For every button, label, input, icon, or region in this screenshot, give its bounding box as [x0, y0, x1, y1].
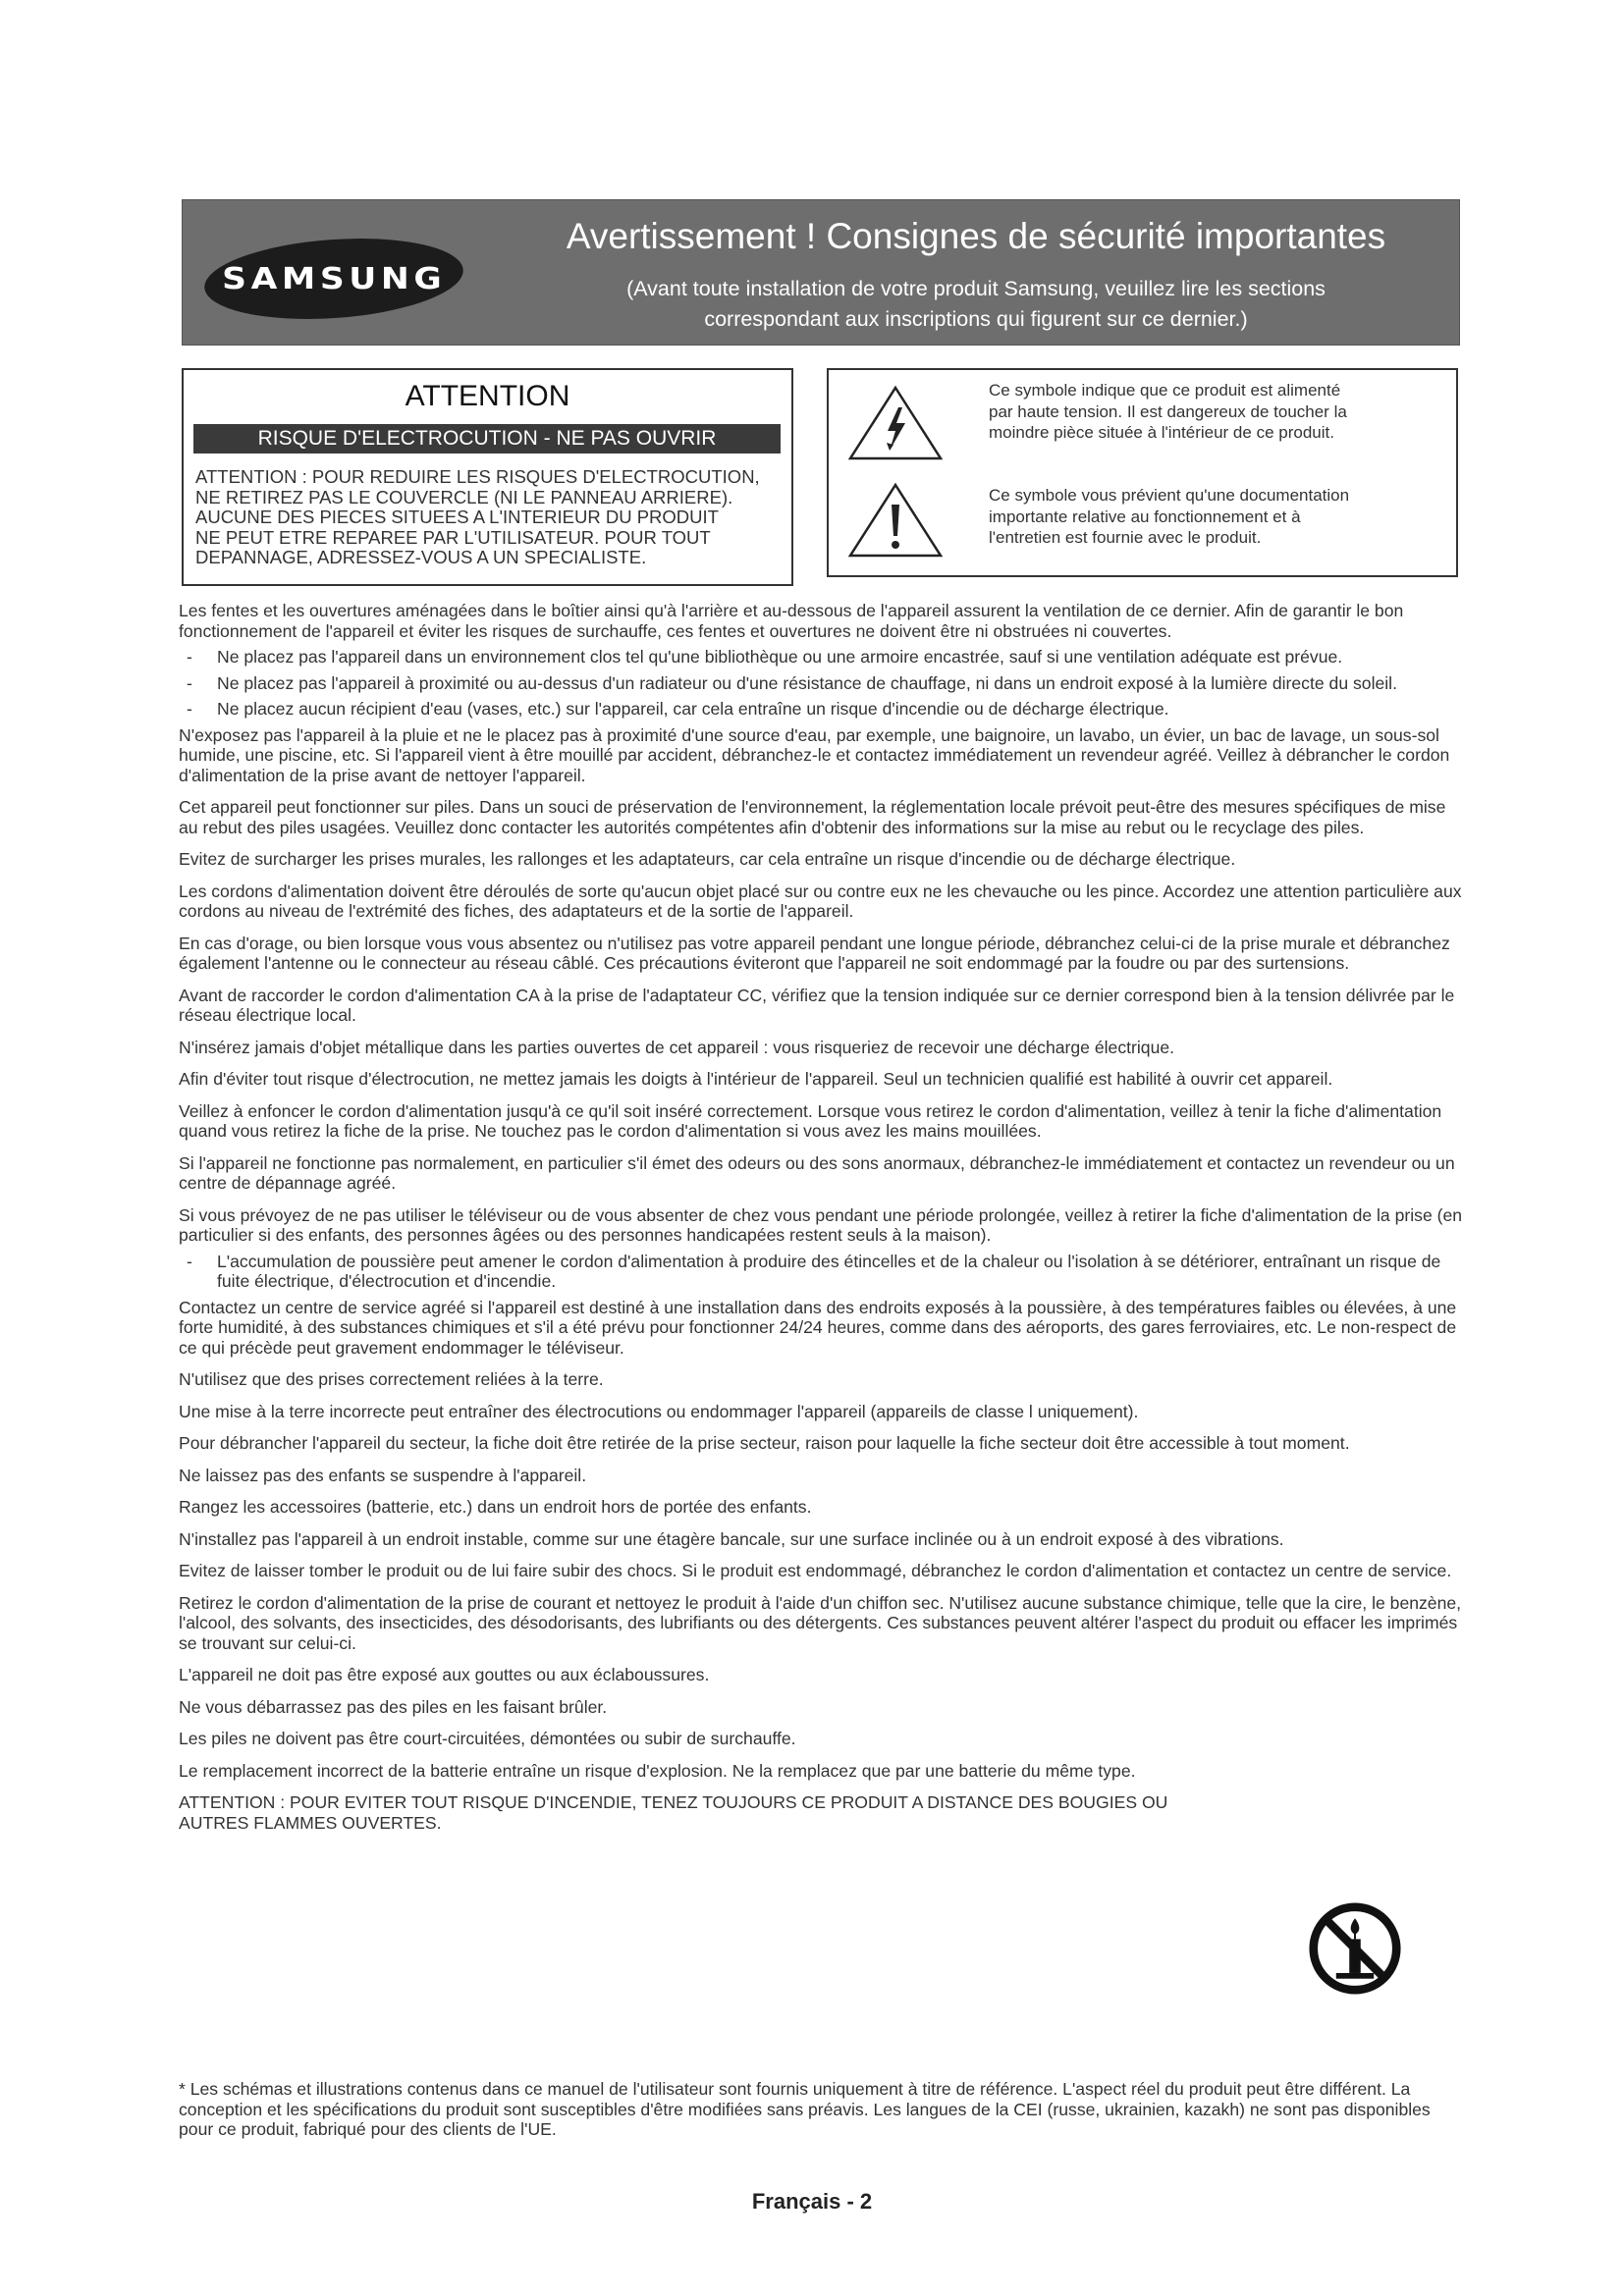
logo-text: SAMSUNG	[221, 261, 447, 296]
paragraph: Evitez de surcharger les prises murales, les rallonges et les adaptateurs, car cela entraîne un risque d'incendie ou de décharge électrique.	[179, 849, 1236, 869]
paragraph: Le remplacement incorrect de la batterie entraîne un risque d'explosion. Ne la remplacez que par une batterie du même type.	[179, 1760, 1136, 1781]
paragraph: N'installez pas l'appareil à un endroit instable, comme sur une étagère bancale, sur une surface inclinée ou à un endroit exposé à des vibrations.	[179, 1528, 1284, 1549]
attention-band: RISQUE D'ELECTROCUTION - NE PAS OUVRIR	[193, 424, 781, 454]
footnote: * Les schémas et illustrations contenus dans ce manuel de l'utilisateur sont fournis uniquement à titre de référence. L'aspect réel du produit peut être différent. La conception et les spécifications du produit sont susceptibles d'être modifiées sans préavis. Les langues de la CEI (russe, ukrainien, kazakh) ne sont pas disponibles pour ce produit, fabriqué pour des clients de l'UE.	[179, 2079, 1431, 2139]
safety-instructions	[179, 601, 1465, 1844]
attention-line: NE RETIREZ PAS LE COUVERCLE (NI LE PANNEAU ARRIERE).	[195, 486, 733, 507]
paragraph: Ne laissez pas des enfants se suspendre à l'appareil.	[179, 1465, 587, 1485]
paragraph: Les fentes et les ouvertures aménagées dans le boîtier ainsi qu'à l'arrière et au-dessous de l'appareil assurent la ventilation de ce dernier. Afin de garantir le bon fonctionnement de l'appareil et éviter les risques de surchauffe, ces fentes et ouvertures ne doivent être ni obstruées ni couvertes.	[179, 601, 1404, 641]
subtitle-line: (Avant toute installation de votre produit Samsung, veuillez lire les sections	[626, 277, 1326, 300]
voltage-line: par haute tension. Il est dangereux de toucher la	[989, 401, 1347, 421]
attention-box	[182, 368, 793, 586]
doc-line: l'entretien est fournie avec le produit.	[989, 528, 1262, 547]
paragraph: Les piles ne doivent pas être court-circuitées, démontées ou subir de surchauffe.	[179, 1729, 796, 1748]
paragraph: Pour débrancher l'appareil du secteur, la fiche doit être retirée de la prise secteur, raison pour laquelle la fiche secteur doit être accessible à tout moment.	[179, 1433, 1350, 1453]
voltage-description	[989, 380, 1450, 444]
attention-line: ATTENTION : POUR REDUIRE LES RISQUES D'ELECTROCUTION,	[195, 466, 760, 487]
paragraph: Les cordons d'alimentation doivent être déroulés de sorte qu'aucun objet placé sur ou contre eux ne les chevauche ou les pince. Accordez une attention particulière aux cordons au niveau de l'extrémité des fiches, des adaptateurs et de la sortie de l'appareil.	[179, 881, 1462, 921]
paragraph: Rangez les accessoires (batterie, etc.) dans un endroit hors de portée des enfants.	[179, 1497, 812, 1517]
paragraph: En cas d'orage, ou bien lorsque vous vous absentez ou n'utilisez pas votre appareil pendant une longue période, débranchez celui-ci de la prise murale et débranchez également l'antenne ou le connecteur au réseau câblé. Ces précautions éviteront que l'appareil ne soit endommagé par la foudre ou par des surtensions.	[179, 933, 1450, 973]
voltage-line: Ce symbole indique que ce produit est alimenté	[989, 381, 1341, 400]
paragraph: Si l'appareil ne fonctionne pas normalement, en particulier s'il émet des odeurs ou des sons anormaux, débranchez-le immédiatement et contactez un revendeur ou un centre de dépannage agréé.	[179, 1152, 1455, 1193]
bullet-item: - L'accumulation de poussière peut amener le cordon d'alimentation à produire des étincelles et de la chaleur ou l'isolation à se détériorer, entraînant un risque de fuite électrique, d'électrocution et d'incendie.	[187, 1251, 1441, 1291]
bullet-item: - Ne placez aucun récipient d'eau (vases, etc.) sur l'appareil, car cela entraîne un risque d'incendie ou de décharge électrique.	[187, 699, 1169, 719]
attention-title: ATTENTION	[405, 380, 570, 412]
header-subtitle	[514, 274, 1437, 335]
candle-warning-line: AUTRES FLAMMES OUVERTES.	[179, 1812, 442, 1833]
bullet-text: Ne placez pas l'appareil à proximité ou au-dessus d'un radiateur ou d'une résistance de chauffage, ni dans un endroit exposé à la lumière directe du soleil.	[217, 672, 1397, 693]
page-title: Avertissement ! Consignes de sécurité importantes	[566, 216, 1386, 256]
subtitle-line: correspondant aux inscriptions qui figurent sur ce dernier.)	[704, 307, 1248, 331]
doc-line: Ce symbole vous prévient qu'une documentation	[989, 486, 1350, 505]
candle-warning	[179, 1792, 1465, 1833]
paragraph: L'appareil ne doit pas être exposé aux gouttes ou aux éclaboussures.	[179, 1665, 710, 1684]
attention-text	[195, 467, 785, 568]
exclamation-warning-icon	[846, 481, 945, 560]
no-candle-icon	[1308, 1901, 1402, 1996]
page-number: Français - 2	[751, 2189, 873, 2214]
paragraph: Evitez de laisser tomber le produit ou de lui faire subir des chocs. Si le produit est endommagé, débranchez le cordon d'alimentation et contactez un centre de service.	[179, 1561, 1452, 1580]
paragraph: Cet appareil peut fonctionner sur piles. Dans un souci de préservation de l'environnement, la réglementation locale prévoit peut-être des mesures spécifiques de mise au rebut des piles usagées. Veuillez donc contacter les autorités compétentes afin d'obtenir des informations sur la mise au rebut ou le recyclage des piles.	[179, 797, 1446, 837]
bullet-text: L'accumulation de poussière peut amener le cordon d'alimentation à produire des étincelles et de la chaleur ou l'isolation à se détériorer, entraînant un risque de fuite électrique, d'électrocution et d'incendie.	[217, 1251, 1441, 1291]
paragraph: Ne vous débarrassez pas des piles en les faisant brûler.	[179, 1696, 608, 1717]
paragraph: N'utilisez que des prises correctement reliées à la terre.	[179, 1369, 604, 1389]
doc-line: importante relative au fonctionnement et à	[989, 507, 1301, 526]
paragraph: Afin d'éviter tout risque d'électrocution, ne mettez jamais les doigts à l'intérieur de l'appareil. Seul un technicien qualifié est habilité à ouvrir cet appareil.	[179, 1069, 1333, 1089]
paragraph: N'insérez jamais d'objet métallique dans les parties ouvertes de cet appareil : vous risqueriez de recevoir une décharge électrique.	[179, 1037, 1175, 1057]
bullet-item: - Ne placez pas l'appareil dans un environnement clos tel qu'une bibliothèque ou une armoire encastrée, sauf si une ventilation adéquate est prévue.	[187, 647, 1343, 667]
candle-warning-line: ATTENTION : POUR EVITER TOUT RISQUE D'INCENDIE, TENEZ TOUJOURS CE PRODUIT A DISTANCE DES BOUGIES OU	[179, 1792, 1168, 1812]
paragraph: Contactez un centre de service agréé si l'appareil est destiné à une installation dans des endroits exposés à la poussière, à des températures faibles ou élevées, à une forte humidité, à des substances chimiques et s'il a été prévu pour fonctionner 24/24 heures, comme dans des aéroports, des gares ferroviaires, etc. Le non-respect de ce qui précède peut gravement endommager le téléviseur.	[179, 1297, 1457, 1358]
header-banner	[182, 199, 1460, 346]
paragraph: Si vous prévoyez de ne pas utiliser le téléviseur ou de vous absenter de chez vous pendant une période prolongée, veillez à retirer la fiche d'alimentation de la prise (en particulier si des enfants, des personnes âgées ou des personnes handicapées restent seuls à la maison).	[179, 1204, 1463, 1245]
attention-line: NE PEUT ETRE REPAREE PAR L'UTILISATEUR. POUR TOUT	[195, 526, 711, 548]
attention-line: DEPANNAGE, ADRESSEZ-VOUS A UN SPECIALISTE.	[195, 547, 647, 567]
lightning-warning-icon	[846, 384, 945, 462]
samsung-logo	[202, 231, 466, 327]
attention-line: AUCUNE DES PIECES SITUEES A L'INTERIEUR DU PRODUIT	[195, 507, 719, 527]
symbols-box	[827, 368, 1458, 577]
documentation-description	[989, 485, 1450, 549]
paragraph: N'exposez pas l'appareil à la pluie et ne le placez pas à proximité d'une source d'eau, par exemple, une baignoire, un lavabo, un évier, un bac de lavage, un sous-sol humide, une piscine, etc. Si l'appareil vient à être mouillé par accident, débranchez-le et contactez immédiatement un revendeur agréé. Veillez à débrancher le cordon d'alimentation de la prise avant de nettoyer l'appareil.	[179, 724, 1450, 785]
paragraph: Retirez le cordon d'alimentation de la prise de courant et nettoyez le produit à l'aide d'un chiffon sec. N'utilisez aucune substance chimique, telle que la cire, le benzène, l'alcool, des solvants, des insecticides, des désodorisants, des lubrifiants ou des détergents. Ces substances peuvent altérer l'aspect du produit ou effacer les imprimés se trouvant sur celui-ci.	[179, 1592, 1462, 1653]
bullet-text: Ne placez aucun récipient d'eau (vases, etc.) sur l'appareil, car cela entraîne un risque d'incendie ou de décharge électrique.	[217, 699, 1169, 719]
paragraph: Veillez à enfoncer le cordon d'alimentation jusqu'à ce qu'il soit inséré correctement. Lorsque vous retirez le cordon d'alimentation, veillez à tenir la fiche d'alimentation quand vous retirez la fiche de la prise. Ne touchez pas le cordon d'alimentation si vous avez les mains mouillées.	[179, 1100, 1442, 1141]
paragraph: Avant de raccorder le cordon d'alimentation CA à la prise de l'adaptateur CC, vérifiez que la tension indiquée sur ce dernier correspond bien à la tension délivrée par le réseau électrique local.	[179, 985, 1455, 1025]
voltage-line: moindre pièce située à l'intérieur de ce produit.	[989, 423, 1334, 442]
paragraph: Une mise à la terre incorrecte peut entraîner des électrocutions ou endommager l'appareil (appareils de classe l uniquement).	[179, 1401, 1139, 1421]
bullet-text: Ne placez pas l'appareil dans un environnement clos tel qu'une bibliothèque ou une armoire encastrée, sauf si une ventilation adéquate est prévue.	[217, 647, 1343, 667]
bullet-item: - Ne placez pas l'appareil à proximité ou au-dessus d'un radiateur ou d'une résistance de chauffage, ni dans un endroit exposé à la lumière directe du soleil.	[187, 672, 1397, 693]
